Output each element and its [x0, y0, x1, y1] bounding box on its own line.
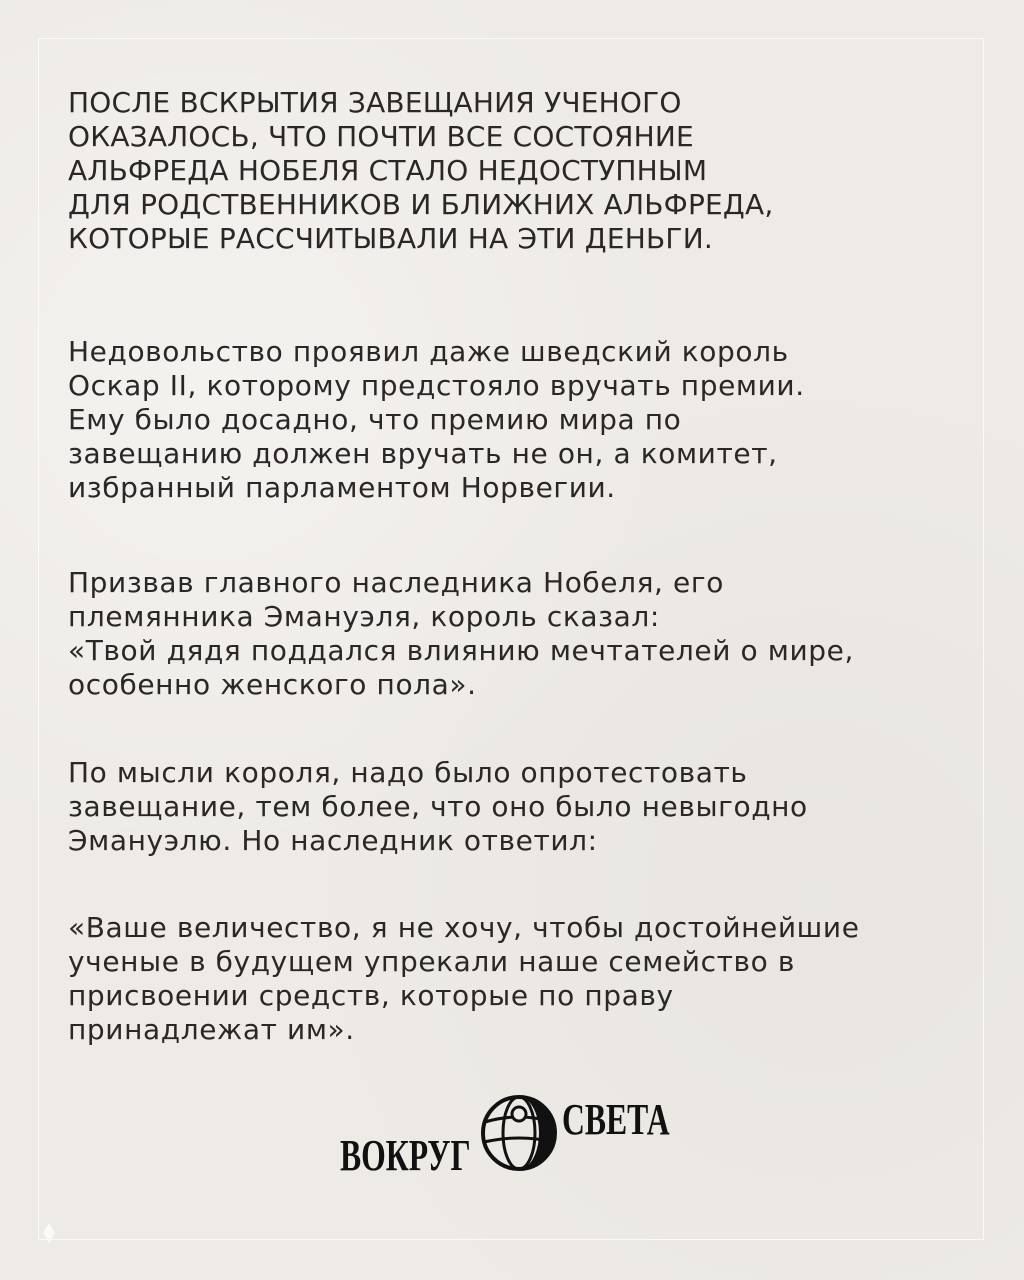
text-line: ОКАЗАЛОСЬ, ЧТО ПОЧТИ ВСЕ СОСТОЯНИЕ: [68, 120, 694, 153]
text-line: особенно женского пола».: [68, 668, 477, 701]
paragraph-king-opinion: [68, 756, 808, 858]
text-line: завещанию должен вручать не он, а комитет,: [68, 437, 778, 470]
text-line: АЛЬФРЕДА НОБЕЛЯ СТАЛО НЕДОСТУПНЫМ: [68, 154, 708, 187]
text-line: завещание, тем более, что оно было невыгодно: [68, 790, 808, 823]
text-line: ДЛЯ РОДСТВЕННИКОВ И БЛИЖНИХ АЛЬФРЕДА,: [68, 188, 774, 221]
text-line: Эмануэлю. Но наследник ответил:: [68, 824, 598, 857]
vokrug-sveta-logo: [340, 1092, 680, 1188]
intro-paragraph: [68, 86, 773, 256]
globe-icon: [478, 1092, 560, 1174]
text-line: Ему было досадно, что премию мира по: [68, 403, 682, 436]
text-line: По мысли короля, надо было опротестовать: [68, 756, 748, 789]
text-line: Оскар II, которому предстояло вручать премии.: [68, 369, 805, 402]
text-line: «Ваше величество, я не хочу, чтобы достойнейшие: [68, 911, 860, 944]
text-line: племянника Эмануэля, король сказал:: [68, 600, 660, 633]
text-line: избранный парламентом Норвегии.: [68, 471, 616, 504]
paragraph-heir-answer: [68, 911, 860, 1047]
text-line: Призвав главного наследника Нобеля, его: [68, 566, 724, 599]
paragraph-king-quote: [68, 566, 854, 702]
text-line: «Твой дядя поддался влиянию мечтателей о мире,: [68, 634, 855, 667]
text-line: ПОСЛЕ ВСКРЫТИЯ ЗАВЕЩАНИЯ УЧЕНОГО: [68, 86, 682, 119]
logo-left-word: ВОКРУГ: [340, 1131, 471, 1180]
paragraph-king-displeasure: [68, 335, 805, 505]
text-line: Недовольство проявил даже шведский король: [68, 335, 789, 368]
logo-right-word: СВЕТА: [562, 1095, 670, 1144]
text-line: ученые в будущем упрекали наше семейство в: [68, 945, 795, 978]
text-line: КОТОРЫЕ РАССЧИТЫВАЛИ НА ЭТИ ДЕНЬГИ.: [68, 222, 713, 255]
text-line: принадлежат им».: [68, 1013, 355, 1046]
text-line: присвоении средств, которые по праву: [68, 979, 674, 1012]
